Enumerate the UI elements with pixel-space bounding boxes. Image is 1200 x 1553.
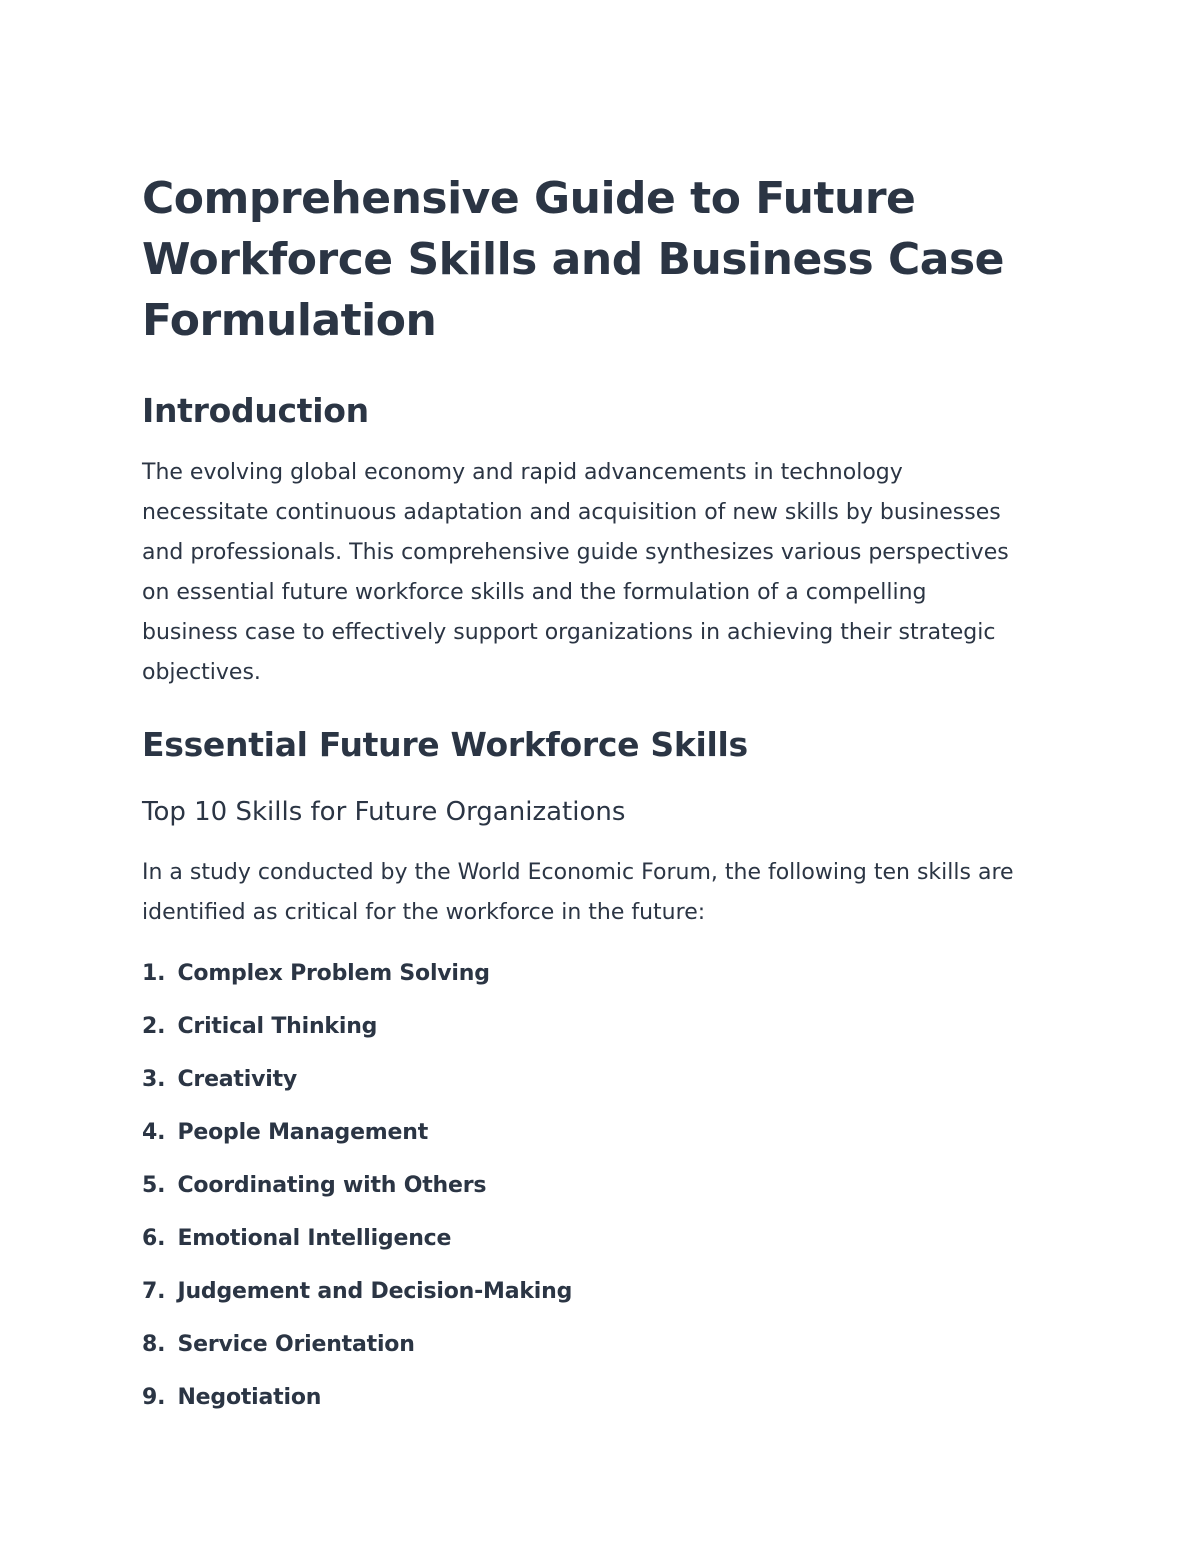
list-item (142, 1053, 1022, 1106)
list-item-number: 2. (142, 1014, 166, 1039)
list-item-number: 8. (142, 1332, 166, 1357)
document-title: Comprehensive Guide to Future Workforce Skills and Business Case Formulation (142, 173, 1005, 346)
list-item (142, 947, 1022, 1000)
section-heading-introduction: Introduction (142, 391, 369, 430)
list-item-number: 1. (142, 961, 166, 986)
list-item (142, 1318, 1022, 1371)
list-item-label: Negotiation (177, 1385, 322, 1410)
list-item-number: 6. (142, 1226, 166, 1251)
list-item-number: 7. (142, 1279, 166, 1304)
list-item-label: Creativity (177, 1067, 298, 1092)
list-item-number: 4. (142, 1120, 166, 1145)
list-item-label: Coordinating with Others (177, 1173, 487, 1198)
list-item (142, 1000, 1022, 1053)
list-item-label: People Management (177, 1120, 429, 1145)
list-item (142, 1265, 1022, 1318)
skills-list (142, 947, 1022, 1424)
list-item-label: Emotional Intelligence (177, 1226, 452, 1251)
list-item-number: 5. (142, 1173, 166, 1198)
list-item-number: 3. (142, 1067, 166, 1092)
list-item-label: Critical Thinking (177, 1014, 378, 1039)
list-item (142, 1159, 1022, 1212)
list-item-label: Complex Problem Solving (177, 961, 490, 986)
subheading-top-10-skills: Top 10 Skills for Future Organizations (142, 797, 626, 827)
list-item-label: Service Orientation (177, 1332, 415, 1357)
list-item (142, 1106, 1022, 1159)
introduction-paragraph: The evolving global economy and rapid advancements in technology necessitate continuous adaptation and acquisition of new skills by businesses and professionals. This comprehensive guide synthesizes various perspectives on essential future workforce skills and the formulation of a compelling business case to effectively support organizations in achieving their strategic objectives. (142, 460, 1009, 685)
list-item (142, 1212, 1022, 1265)
document-page (142, 168, 1022, 1424)
list-item-number: 9. (142, 1385, 166, 1410)
section-heading-skills: Essential Future Workforce Skills (142, 725, 748, 764)
skills-intro-paragraph: In a study conducted by the World Economic Forum, the following ten skills are identified as critical for the workforce in the future: (142, 860, 1014, 925)
list-item (142, 1371, 1022, 1424)
list-item-label: Judgement and Decision-Making (177, 1279, 573, 1304)
